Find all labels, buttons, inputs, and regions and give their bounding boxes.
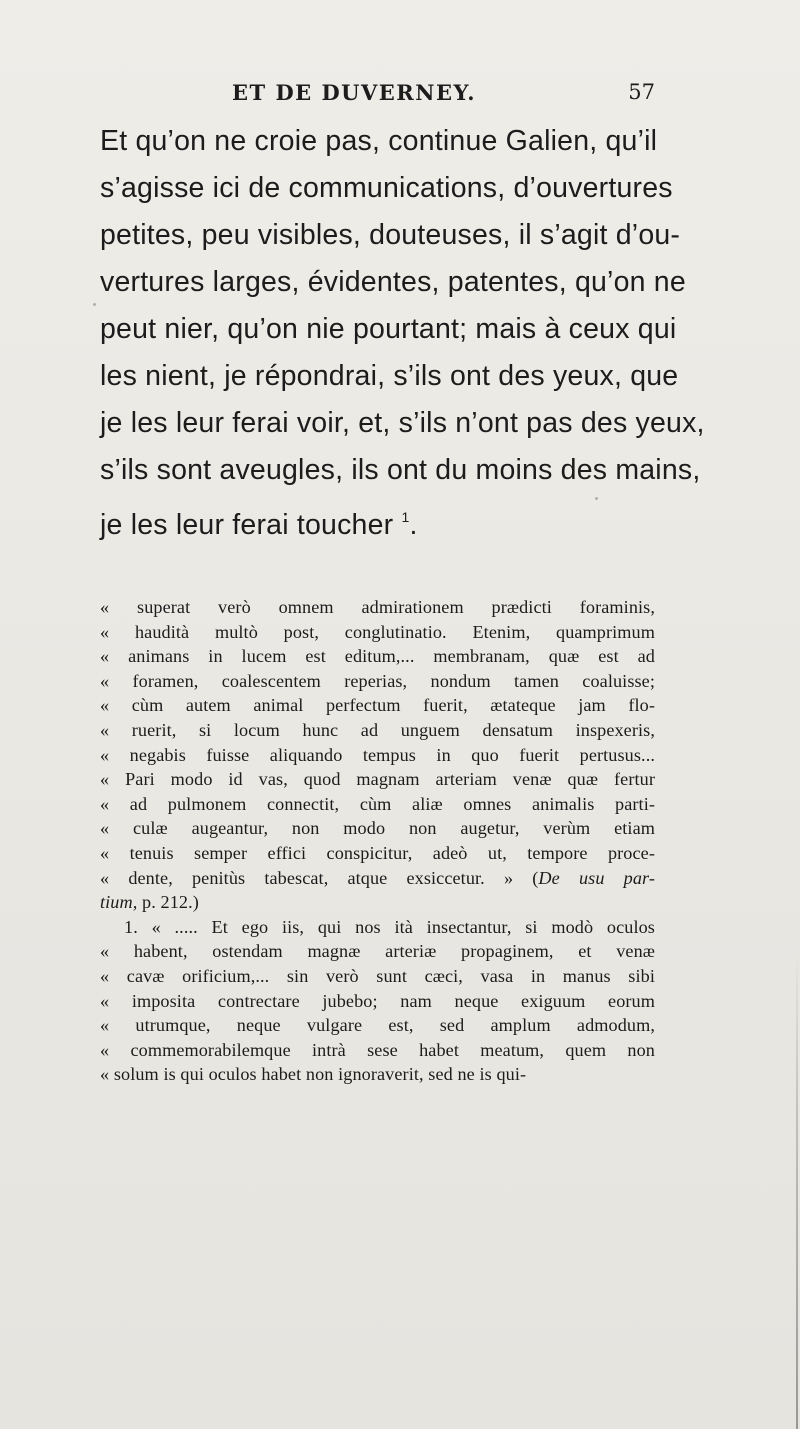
footnote-line: « utrumque, neque vulgare est, sed amplum admodum, — [100, 1015, 655, 1036]
quote-line: « negabis fuisse aliquando tempus in quo fuerit pertusus... — [100, 744, 655, 765]
quote-line: « ad pulmonem connectit, cùm aliæ omnes animalis parti- — [100, 793, 655, 814]
latin-quotation — [100, 595, 655, 1087]
quote-line: « animans in lucem est editum,... membranam, quæ est ad — [100, 646, 655, 667]
main-line: s’agisse ici de communications, d’ouvertures — [100, 172, 673, 204]
citation-page: p. 212.) — [137, 892, 199, 913]
quote-line-citation — [100, 866, 655, 891]
quote-line: « Pari modo id vas, quod magnam arteriam venæ quæ fertur — [100, 769, 655, 790]
citation-title: De usu par- — [538, 867, 655, 888]
quote-line: « culæ augeantur, non modo non augetur, verùm etiam — [100, 818, 655, 839]
main-line: peut nier, qu’on nie pourtant; mais à ceux qui — [100, 313, 677, 345]
main-line: petites, peu visibles, douteuses, il s’agit d’ou- — [100, 219, 681, 251]
footnote-line: 1. « ..... Et ego iis, qui nos ità insectantur, si modò oculos — [124, 916, 655, 937]
quote-line-text: « dente, penitùs tabescat, atque exsiccetur. » ( — [100, 867, 539, 888]
footnote-line: « solum is qui oculos habet non ignoraverit, sed ne is qui- — [100, 1064, 527, 1085]
main-line: vertures larges, évidentes, patentes, qu’on ne — [100, 266, 686, 298]
main-paragraph — [100, 118, 705, 541]
main-line: Et qu’on ne croie pas, continue Galien, qu’il — [100, 125, 658, 157]
quote-line: « tenuis semper effici conspicitur, adeò ut, tempore proce- — [100, 842, 655, 863]
quote-line: « foramen, coalescentem reperias, nondum tamen coaluisse; — [100, 670, 655, 691]
quote-line-citation-end — [100, 890, 655, 915]
footnote-line: « habent, ostendam magnæ arteriæ propaginem, et venæ — [100, 941, 655, 962]
quote-line: « superat verò omnem admirationem prædicti foraminis, — [100, 597, 655, 617]
footnote-line: « commemorabilemque intrà sese habet meatum, quem non — [100, 1039, 655, 1060]
running-title: ET DE DUVERNEY. — [232, 80, 477, 105]
paper-speck — [93, 303, 96, 306]
main-line-last — [100, 494, 655, 541]
quote-line: « ruerit, si locum hunc ad unguem densatum inspexeris, — [100, 719, 655, 740]
page-number: 57 — [628, 80, 655, 104]
citation-title-end: tium, — [100, 892, 138, 913]
page-header — [140, 80, 655, 110]
paper-speck — [595, 497, 598, 500]
footnote-line: « imposita contrectare jubebo; nam neque exiguum eorum — [100, 990, 655, 1011]
final-period: . — [409, 509, 418, 541]
main-line: je les leur ferai voir, et, s’ils n’ont pas des yeux, — [100, 407, 705, 439]
main-line-text: je les leur ferai toucher — [100, 509, 394, 541]
quote-line: « cùm autem animal perfectum fuerit, ætateque jam flo- — [100, 695, 655, 716]
quote-line: « haudità multò post, conglutinatio. Etenim, quamprimum — [100, 621, 655, 642]
main-line: s’ils sont aveugles, ils ont du moins des mains, — [100, 454, 701, 486]
page-edge-shadow — [796, 950, 798, 1429]
footnote-line: « cavæ orificium,... sin verò sunt cæci, vasa in manus sibi — [100, 965, 655, 986]
footnote-marker[interactable]: 1 — [401, 509, 410, 525]
main-line: les nient, je répondrai, s’ils ont des yeux, que — [100, 360, 679, 392]
